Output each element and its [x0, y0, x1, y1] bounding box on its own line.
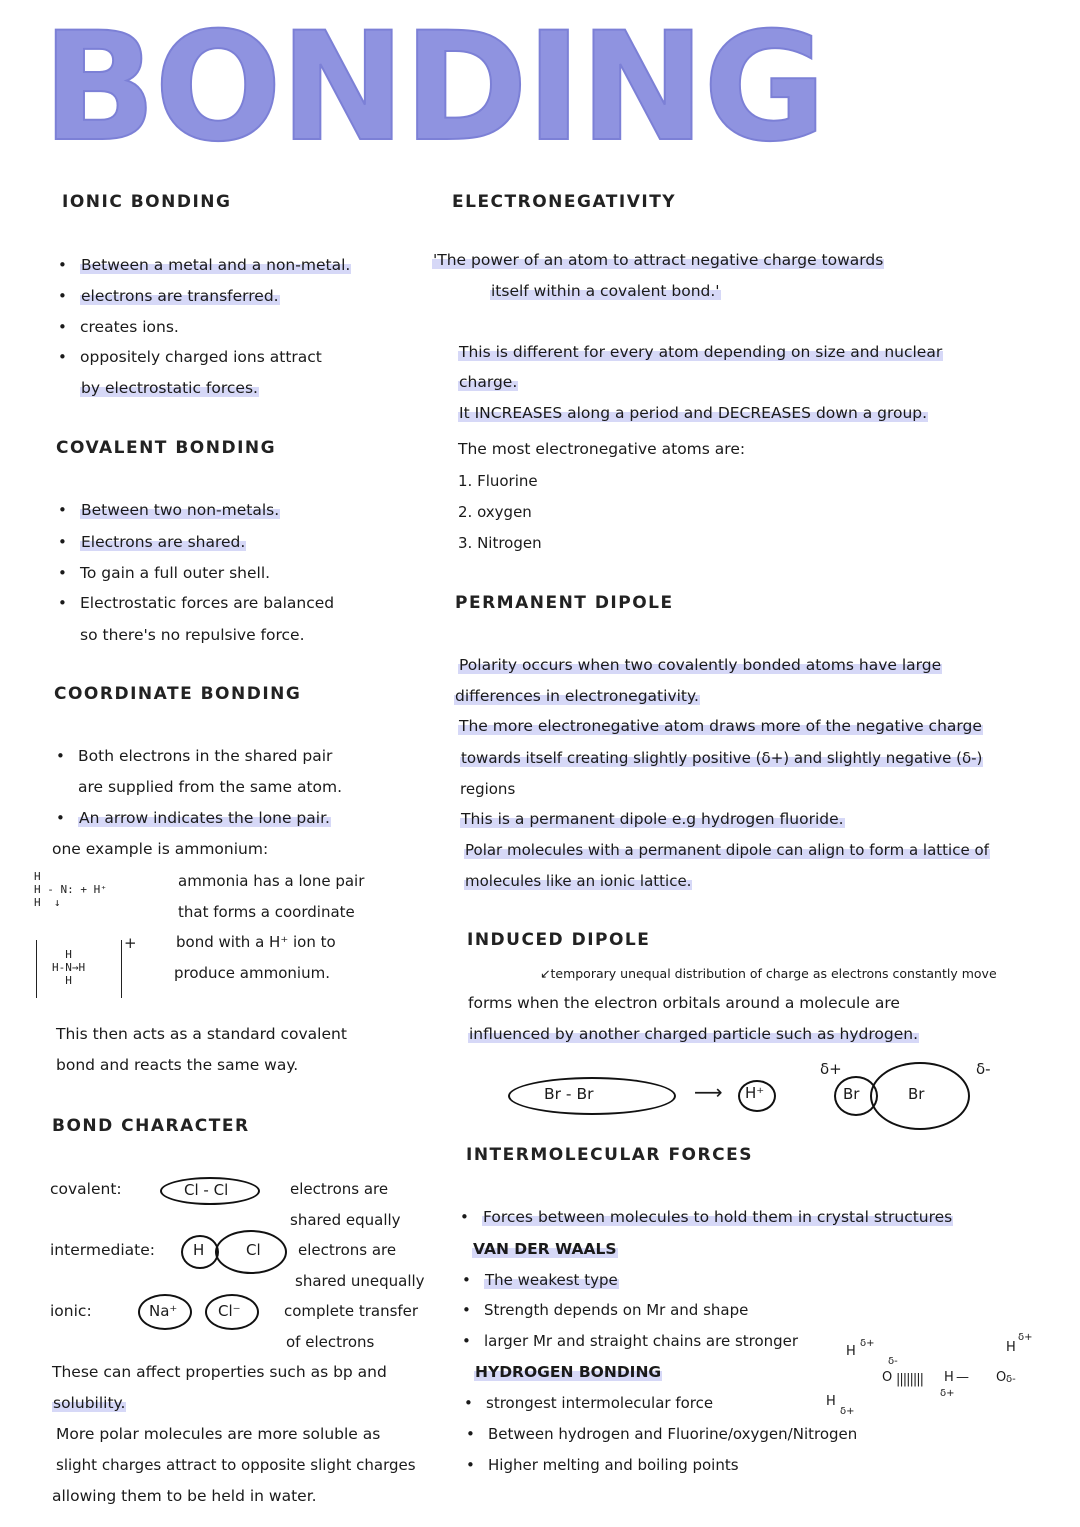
bc-para-2: solubility.: [53, 1394, 126, 1412]
coordinate-note-4: produce ammonium.: [174, 964, 330, 982]
id-line-1: forms when the electron orbitals around a molecule are: [468, 994, 900, 1012]
hb-o2: O: [996, 1370, 1007, 1385]
hb-h4: H: [1006, 1340, 1016, 1355]
ionic-heading: IONIC BONDING: [62, 192, 232, 212]
pd-line-7: Polar molecules with a permanent dipole can align to form a lattice of: [465, 841, 989, 859]
br-atom-a-label: Br: [843, 1085, 860, 1103]
bond-character-heading: BOND CHARACTER: [52, 1116, 250, 1136]
ammonium-charge: +: [124, 934, 137, 952]
pd-line-2: differences in electronegativity.: [455, 687, 699, 705]
ionic-bullet-2: • electrons are transferred.: [80, 287, 280, 305]
pd-line-8: molecules like an ionic lattice.: [465, 872, 692, 890]
hb-dm2: δ-: [1006, 1374, 1016, 1385]
hb-o1: O: [882, 1370, 893, 1385]
covalent-bullet-4-cont: so there's no repulsive force.: [80, 626, 305, 644]
cl-ion-label: Cl⁻: [218, 1302, 241, 1320]
hb-dp1: δ+: [860, 1338, 875, 1349]
bc-covalent-desc-2: shared equally: [290, 1211, 401, 1229]
hb-covalent-bond: —: [956, 1370, 969, 1385]
bc-para-3: More polar molecules are more soluble as: [56, 1425, 381, 1443]
vdw-heading: VAN DER WAALS: [473, 1240, 617, 1258]
covalent-bullet-2: • Electrons are shared.: [80, 533, 246, 551]
bc-covalent-desc-1: electrons are: [290, 1180, 389, 1198]
delta-plus-label: δ+: [820, 1060, 842, 1078]
hb-line-2: • Between hydrogen and Fluorine/oxygen/Nitrogen: [488, 1425, 857, 1443]
imf-intro: • Forces between molecules to hold them in crystal structures: [482, 1208, 953, 1226]
coordinate-line-2: are supplied from the same atom.: [78, 778, 343, 796]
id-line-2: influenced by another charged particle such as hydrogen.: [469, 1025, 919, 1043]
bc-para-5: allowing them to be held in water.: [52, 1487, 317, 1505]
covalent-bullet-1: • Between two non-metals.: [80, 501, 280, 519]
pd-line-1: Polarity occurs when two covalently bonded atoms have large: [459, 656, 942, 674]
hb-line-1: • strongest intermolecular force: [486, 1394, 713, 1412]
hb-dp2: δ+: [940, 1388, 955, 1399]
hb-dm1: δ-: [888, 1356, 898, 1367]
ammonium-diagram: H H-N→H H: [52, 948, 86, 987]
h-ion-label: H⁺: [745, 1084, 765, 1102]
br-br-label: Br - Br: [544, 1085, 594, 1103]
bc-ionic-label: ionic:: [50, 1302, 92, 1320]
coordinate-line-4: one example is ammonium:: [52, 840, 269, 858]
en-quote-2: itself within a covalent bond.': [491, 282, 720, 300]
hb-dp3: δ+: [840, 1406, 855, 1417]
permanent-dipole-heading: PERMANENT DIPOLE: [455, 593, 674, 613]
hb-line-3: • Higher melting and boiling points: [488, 1456, 739, 1474]
bc-covalent-label: covalent:: [50, 1180, 122, 1198]
hydrogen-bond-dashes: ||||||||: [896, 1372, 924, 1387]
intermolecular-heading: INTERMOLECULAR FORCES: [466, 1145, 753, 1165]
coordinate-note-2: that forms a coordinate: [178, 903, 355, 921]
en-list-1: 1. Fluorine: [458, 472, 538, 490]
bc-intermediate-desc-2: shared unequally: [295, 1272, 425, 1290]
delta-minus-label: δ-: [976, 1060, 991, 1078]
hb-h2: H: [944, 1370, 954, 1385]
coordinate-line-3: • An arrow indicates the lone pair.: [78, 809, 331, 827]
hb-h1: H: [846, 1344, 856, 1359]
ionic-bullet-4-cont: by electrostatic forces.: [81, 379, 258, 397]
hydrogen-bond-diagram: [820, 1330, 1050, 1430]
en-line-4: The most electronegative atoms are:: [458, 440, 746, 458]
vdw-line-3: • larger Mr and straight chains are stronger: [484, 1332, 798, 1350]
coordinate-line-9: This then acts as a standard covalent: [56, 1025, 347, 1043]
en-line-2: charge.: [459, 373, 518, 391]
bc-ionic-desc-1: complete transfer: [284, 1302, 419, 1320]
vdw-line-2: • Strength depends on Mr and shape: [484, 1301, 748, 1319]
covalent-bullet-3: • To gain a full outer shell.: [80, 564, 270, 582]
coordinate-heading: COORDINATE BONDING: [54, 684, 302, 704]
cl-atom-label: Cl: [246, 1241, 261, 1259]
bc-para-4: slight charges attract to opposite slight charges: [56, 1456, 416, 1474]
vdw-line-1: • The weakest type: [484, 1271, 619, 1289]
na-ion-label: Na⁺: [149, 1302, 178, 1320]
hb-heading: HYDROGEN BONDING: [475, 1363, 662, 1381]
en-list-2: 2. oxygen: [458, 503, 532, 521]
coordinate-line-10: bond and reacts the same way.: [56, 1056, 299, 1074]
covalent-heading: COVALENT BONDING: [56, 438, 277, 458]
bc-para-1: These can affect properties such as bp and: [52, 1363, 387, 1381]
cl-cl-label: Cl - Cl: [184, 1181, 229, 1199]
coordinate-note-1: ammonia has a lone pair: [178, 872, 365, 890]
hb-h3: H: [826, 1394, 836, 1409]
en-line-1: This is different for every atom depending on size and nuclear: [459, 343, 943, 361]
en-line-3: It INCREASES along a period and DECREASES down a group.: [459, 404, 928, 422]
ammonia-diagram: H H - N: + H⁺ H ↓: [34, 870, 107, 909]
coordinate-line-1: • Both electrons in the shared pair: [78, 747, 332, 765]
ionic-bullet-4: • oppositely charged ions attract: [80, 348, 322, 366]
pd-line-5: regions: [460, 780, 516, 798]
ionic-bullet-1: • Between a metal and a non-metal.: [80, 256, 351, 274]
induced-dipole-heading: INDUCED DIPOLE: [467, 930, 651, 950]
bc-intermediate-desc-1: electrons are: [298, 1241, 397, 1259]
bc-intermediate-label: intermediate:: [50, 1241, 155, 1259]
coordinate-note-3: bond with a H⁺ ion to: [176, 933, 336, 951]
page-title: BONDING: [42, 1, 825, 175]
en-list-3: 3. Nitrogen: [458, 534, 542, 552]
electronegativity-heading: ELECTRONEGATIVITY: [452, 192, 677, 212]
pd-line-4: towards itself creating slightly positive (δ+) and slightly negative (δ-): [461, 749, 983, 767]
pd-line-6: This is a permanent dipole e.g hydrogen fluoride.: [461, 810, 844, 828]
h-atom-label: H: [193, 1241, 205, 1259]
id-note: ↙temporary unequal distribution of charge as electrons constantly move: [540, 966, 997, 981]
en-quote-1: 'The power of an atom to attract negative charge towards: [433, 251, 884, 269]
arrow-icon: ⟶: [694, 1080, 723, 1104]
bc-ionic-desc-2: of electrons: [286, 1333, 375, 1351]
ionic-bullet-3: • creates ions.: [80, 318, 179, 336]
covalent-bullet-4: • Electrostatic forces are balanced: [80, 594, 334, 612]
pd-line-3: The more electronegative atom draws more of the negative charge: [459, 717, 982, 735]
hb-dp4: δ+: [1018, 1332, 1033, 1343]
br-atom-b-label: Br: [908, 1085, 925, 1103]
